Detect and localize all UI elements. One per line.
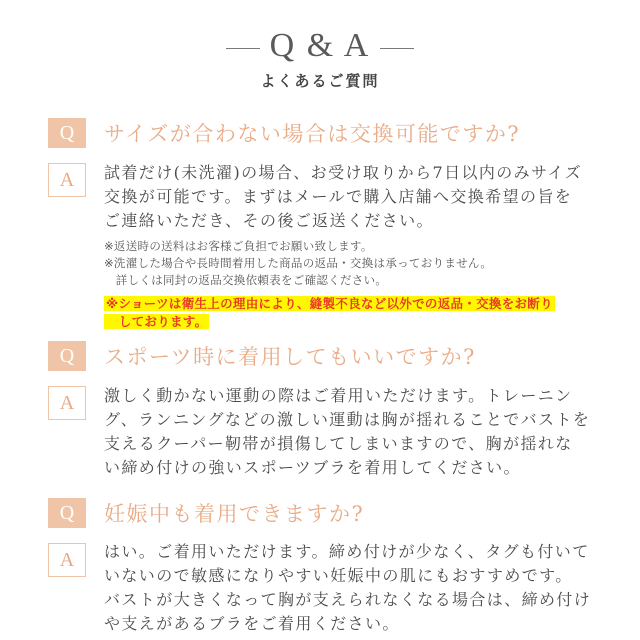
answer-3-line: はい。ご着用いただけます。締め付けが少なく、タグも付いて	[104, 542, 590, 561]
q-badge-3: Q	[48, 498, 86, 528]
a-badge-1: A	[48, 163, 86, 197]
answer-1-line: 試着だけ(未洗濯)の場合、お受け取りから7日以内のみサイズ	[104, 163, 582, 182]
answer-1-line: 交換が可能です。まずはメールで購入店舗へ交換希望の旨を	[104, 187, 573, 206]
title-right-rule	[380, 48, 414, 49]
answer-3-line: いないので敏感になりやすい妊娠中の肌にもおすすめです。	[104, 566, 573, 585]
q-badge-2: Q	[48, 341, 86, 371]
page-title	[0, 26, 640, 66]
a-badge-3: A	[48, 543, 86, 577]
answer-1-line: ご連絡いただき、その後ご返送ください。	[104, 211, 434, 230]
answer-2-line: 支えるクーパー靭帯が損傷してしまいますので、胸が揺れな	[104, 434, 573, 453]
answer-2-line: 激しく動かない運動の際はご着用いただけます。トレーニン	[104, 386, 573, 405]
note-line: ※洗濯した場合や長時間着用した商品の返品・交換は承っておりません。	[104, 256, 493, 270]
answer-2-line: い締め付けの強いスポーツブラを着用してください。	[104, 458, 521, 477]
answer-2-line: グ、ランニングなどの激しい運動は胸が揺れることでバストを	[104, 410, 591, 429]
answer-2	[104, 384, 604, 480]
answer-1-notes	[104, 238, 604, 289]
answer-3	[104, 540, 604, 636]
a-badge-2: A	[48, 386, 86, 420]
page-title-text: Q & A	[269, 27, 371, 64]
answer-3-line: や支えがあるブラをご着用ください。	[104, 614, 400, 633]
warning-line: ※ショーツは衛生上の理由により、縫製不良など以外での返品・交換をお断り	[106, 296, 553, 311]
page-subtitle: よくあるご質問	[260, 72, 380, 90]
question-3: 妊娠中も着用できますか?	[104, 502, 365, 526]
q-badge-1: Q	[48, 118, 86, 148]
question-1: サイズが合わない場合は交換可能ですか?	[104, 122, 521, 146]
qa-header	[0, 26, 640, 91]
note-line: ※返送時の送料はお客様ご負担でお願い致します。	[104, 239, 373, 253]
answer-3-line: バストが大きくなって胸が支えられなくなる場合は、締め付け	[104, 590, 592, 609]
note-line: 詳しくは同封の返品交換依頼表をご確認ください。	[104, 273, 388, 287]
warning-line: しております。	[106, 314, 208, 329]
title-left-rule	[226, 48, 260, 49]
answer-1	[104, 161, 604, 233]
question-2: スポーツ時に着用してもいいですか?	[104, 345, 476, 369]
return-warning	[104, 295, 604, 331]
